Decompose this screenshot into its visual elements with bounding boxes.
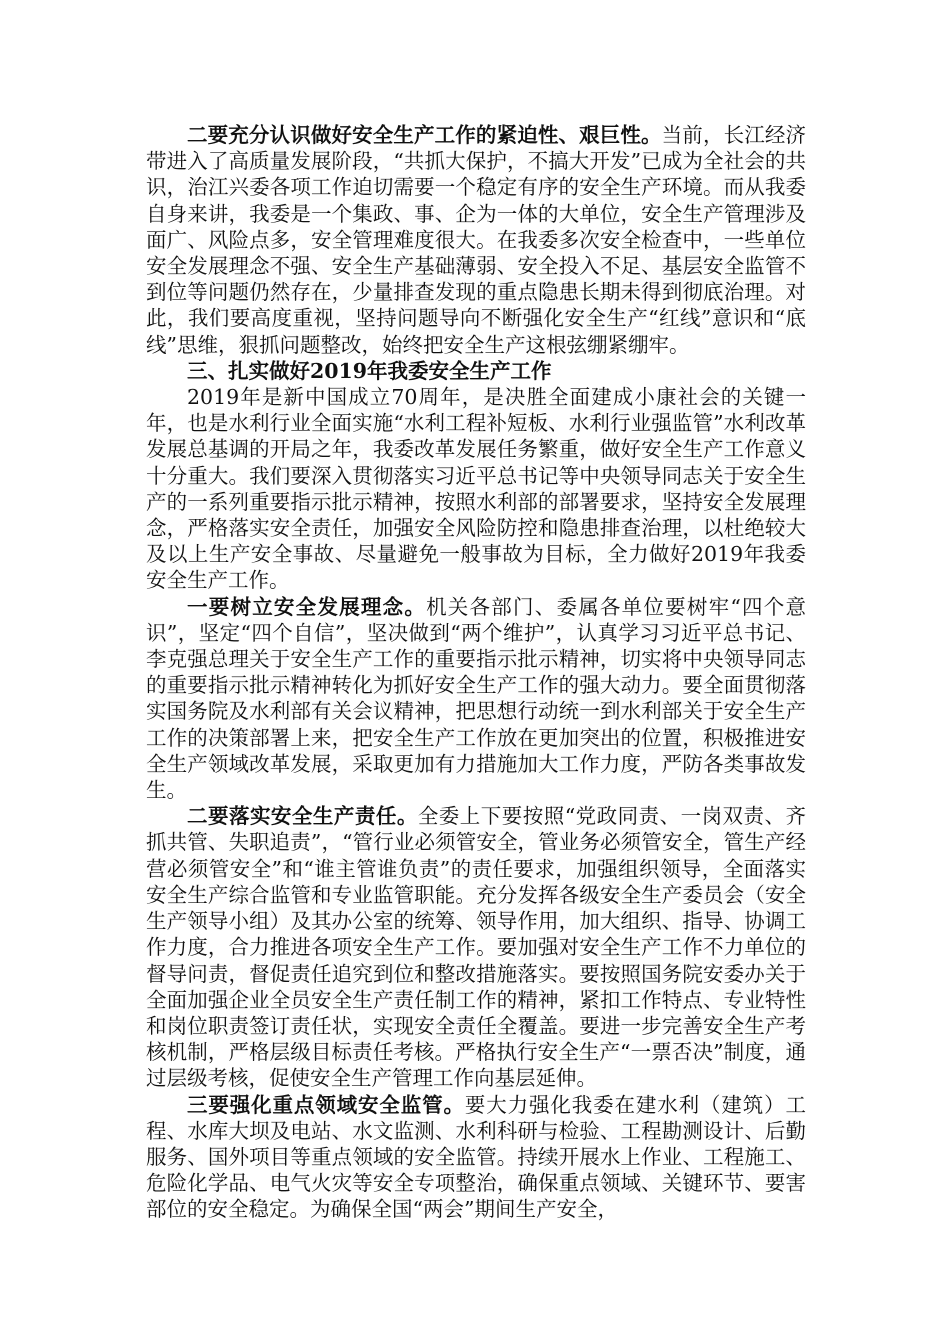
item-body: 要大力强化我委在建水利（建筑）工程、水库大坝及电站、水文监测、水利科研与检验、工程勘测设计、后勤服务、国外项目等重点领域的安全监管。持续开展水上作业、工程施工、危险化学品、电气火灾等安全专项整治，确保重点领域、关键环节、要害部位的安全稳定。为确保全国“两会”期间生产安全， [146, 1092, 806, 1222]
document-page [146, 122, 806, 1223]
item-lead: 一要树立安全发展理念。 [187, 594, 427, 619]
paragraph-urgency [146, 122, 806, 358]
item-paragraph-1 [146, 594, 806, 804]
item-body: 机关各部门、委属各单位要树牢“四个意识”，坚定“四个自信”，坚决做到“两个维护”，认真学习习近平总书记、李克强总理关于安全生产工作的重要指示批示精神，切实将中央领导同志的重要指示批示精神转化为抓好安全生产工作的强大动力。要全面贯彻落实国务院及水利部有关会议精神，把思想行动统一到水利部关于安全生产工作的决策部署上来，把安全生产工作放在更加突出的位置，积极推进安全生产领域改革发展，采取更加有力措施加大工作力度，严防各类事故发生。 [146, 594, 806, 803]
item-paragraph-3 [146, 1092, 806, 1223]
item-lead: 三要强化重点领域安全监管。 [187, 1092, 465, 1117]
item-lead: 二要落实安全生产责任。 [187, 804, 418, 829]
paragraph-body: 当前，长江经济带进入了高质量发展阶段，“共抓大保护，不搞大开发”已成为全社会的共识，治江兴委各项工作迫切需要一个稳定有序的安全生产环境。而从我委自身来讲，我委是一个集政、事、企为一体的大单位，安全生产管理涉及面广、风险点多，安全管理难度很大。在我委多次安全检查中，一些单位安全发展理念不强、安全生产基础薄弱、安全投入不足、基层安全监管不到位等问题仍然存在，少量排查发现的重点隐患长期未得到彻底治理。对此，我们要高度重视，坚持问题导向不断强化安全生产“红线”意识和“底线”思维，狠抓问题整改，始终把安全生产这根弦绷紧绷牢。 [146, 123, 806, 357]
paragraph-lead: 二要充分认识做好安全生产工作的紧迫性、艰巨性。 [187, 123, 662, 147]
item-paragraph-2 [146, 803, 806, 1091]
section-heading: 三、扎实做好2019年我委安全生产工作 [187, 358, 552, 383]
item-body: 全委上下要按照“党政同责、一岗双责、齐抓共管、失职追责”，“管行业必须管安全，管业务必须管安全，管生产经营必须管安全”和“谁主管谁负责”的责任要求，加强组织领导，全面落实安全生产综合监管和专业监管职能。充分发挥各级安全生产委员会（安全生产领导小组）及其办公室的统筹、领导作用，加大组织、指导、协调工作力度，合力推进各项安全生产工作。要加强对安全生产工作不力单位的督导问责，督促责任追究到位和整改措施落实。要按照国务院安委办关于全面加强企业全员安全生产责任制工作的精神，紧扣工作特点、专业特性和岗位职责签订责任状，实现安全责任全覆盖。要进一步完善安全生产考核机制，严格层级目标责任考核。严格执行安全生产“一票否决”制度，通过层级考核，促使安全生产管理工作向基层延伸。 [146, 804, 807, 1091]
section-intro: 2019年是新中国成立70周年，是决胜全面建成小康社会的关键一年，也是水利行业全面实施“水利工程补短板、水利行业强监管”水利改革发展总基调的开局之年，我委改革发展任务繁重，做好安全生产工作意义十分重大。我们要深入贯彻落实习近平总书记等中央领导同志关于安全生产的一系列重要指示批示精神，按照水利部的部署要求，坚持安全发展理念，严格落实安全责任，加强安全风险防控和隐患排查治理，以杜绝较大及以上生产安全事故、尽量避免一般事故为目标，全力做好2019年我委安全生产工作。 [146, 385, 806, 593]
